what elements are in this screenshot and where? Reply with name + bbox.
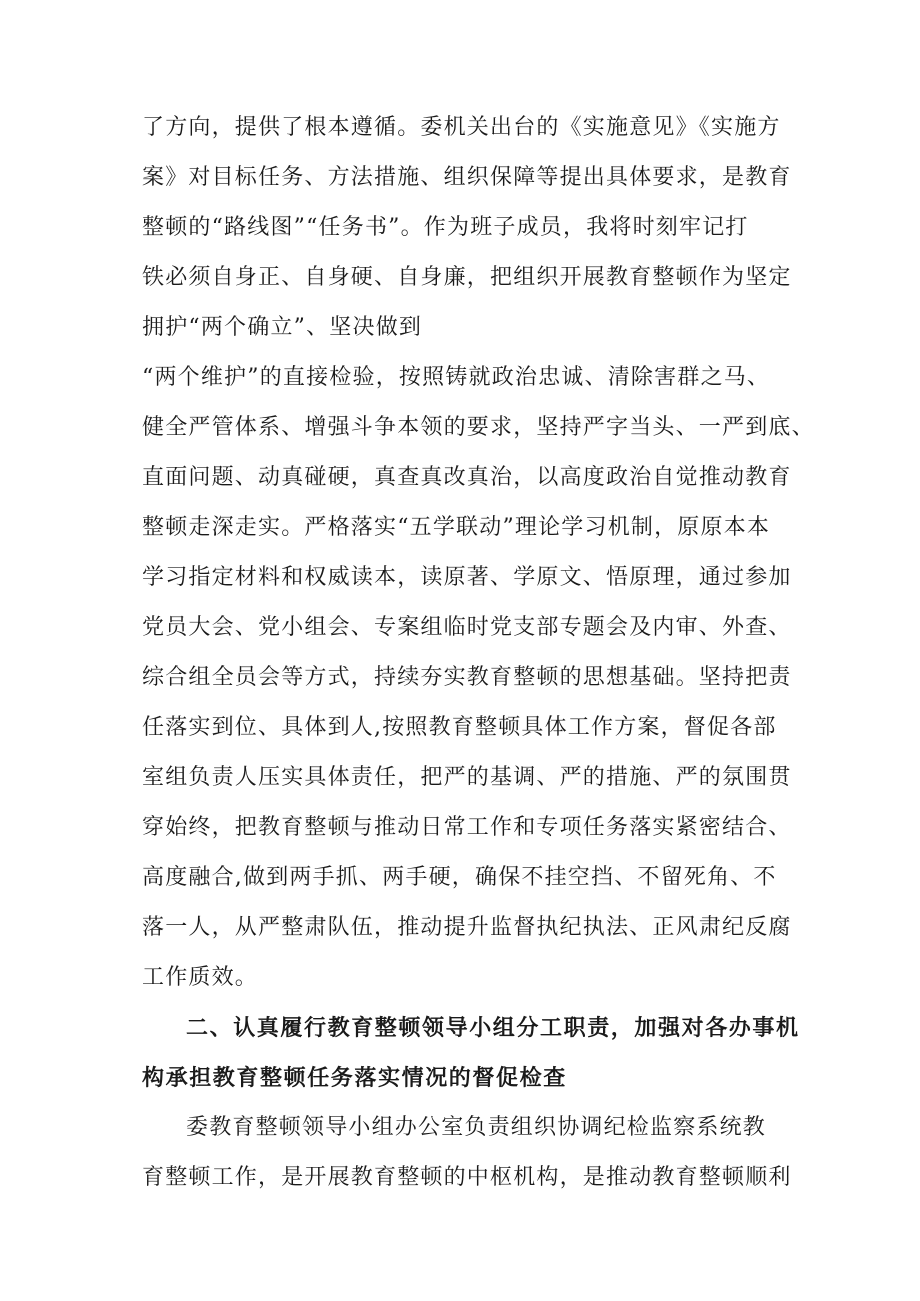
paragraph-line: 整顿的“路线图”“任务书”。作为班子成员，我将时刻牢记打 (142, 215, 749, 240)
paragraph-line: 整顿走深走实。严格落实“五学联动”理论学习机制，原原本本 (142, 515, 771, 540)
paragraph-line: 任落实到位、具体到人,按照教育整顿具体工作方案，督促各部 (142, 715, 777, 740)
paragraph-line: 工作质效。 (142, 965, 259, 990)
paragraph-line: 高度融合,做到两手抓、两手硬，确保不挂空挡、不留死角、不 (142, 865, 777, 890)
paragraph-line: “两个维护”的直接检验，按照铸就政治忠诚、清除害群之马、 (142, 365, 771, 390)
paragraph-line: 健全严管体系、增强斗争本领的要求，坚持严字当头、一严到底、 (142, 415, 815, 440)
paragraph-line: 穿始终，把教育整顿与推动日常工作和专项任务落实紧密结合、 (142, 815, 792, 840)
paragraph-line: 了方向，提供了根本遵循。委机关出台的《实施意见》《实施方 (142, 115, 781, 140)
paragraph-line: 落一人，从严整肃队伍，推动提升监督执纪执法、正风肃纪反腐 (142, 915, 792, 940)
paragraph-line: 育整顿工作，是开展教育整顿的中枢机构，是推动教育整顿顺利 (142, 1165, 792, 1190)
paragraph-line: 拥护“两个确立”、坚决做到 (142, 315, 423, 340)
paragraph-line: 党员大会、党小组会、专案组临时党支部专题会及内审、外查、 (142, 615, 792, 640)
paragraph-line: 委教育整顿领导小组办公室负责组织协调纪检监察系统教 (186, 1115, 767, 1140)
paragraph-line: 综合组全员会等方式，持续夯实教育整顿的思想基础。坚持把责 (142, 665, 792, 690)
section-heading-line: 构承担教育整顿任务落实情况的督促检查 (142, 1065, 567, 1091)
paragraph-line: 学习指定材料和权威读本，读原著、学原文、悟原理，通过参加 (142, 565, 792, 590)
section-heading-line: 二、认真履行教育整顿领导小组分工职责，加强对各办事机 (186, 1015, 800, 1041)
paragraph-line: 铁必须自身正、自身硬、自身廉，把组织开展教育整顿作为坚定 (142, 265, 792, 290)
paragraph-line: 直面问题、动真碰硬，真查真改真治，以高度政治自觉推动教育 (142, 465, 792, 490)
paragraph-line: 案》对目标任务、方法措施、组织保障等提出具体要求，是教育 (142, 165, 792, 190)
paragraph-line: 室组负责人压实具体责任，把严的基调、严的措施、严的氛围贯 (142, 765, 792, 790)
